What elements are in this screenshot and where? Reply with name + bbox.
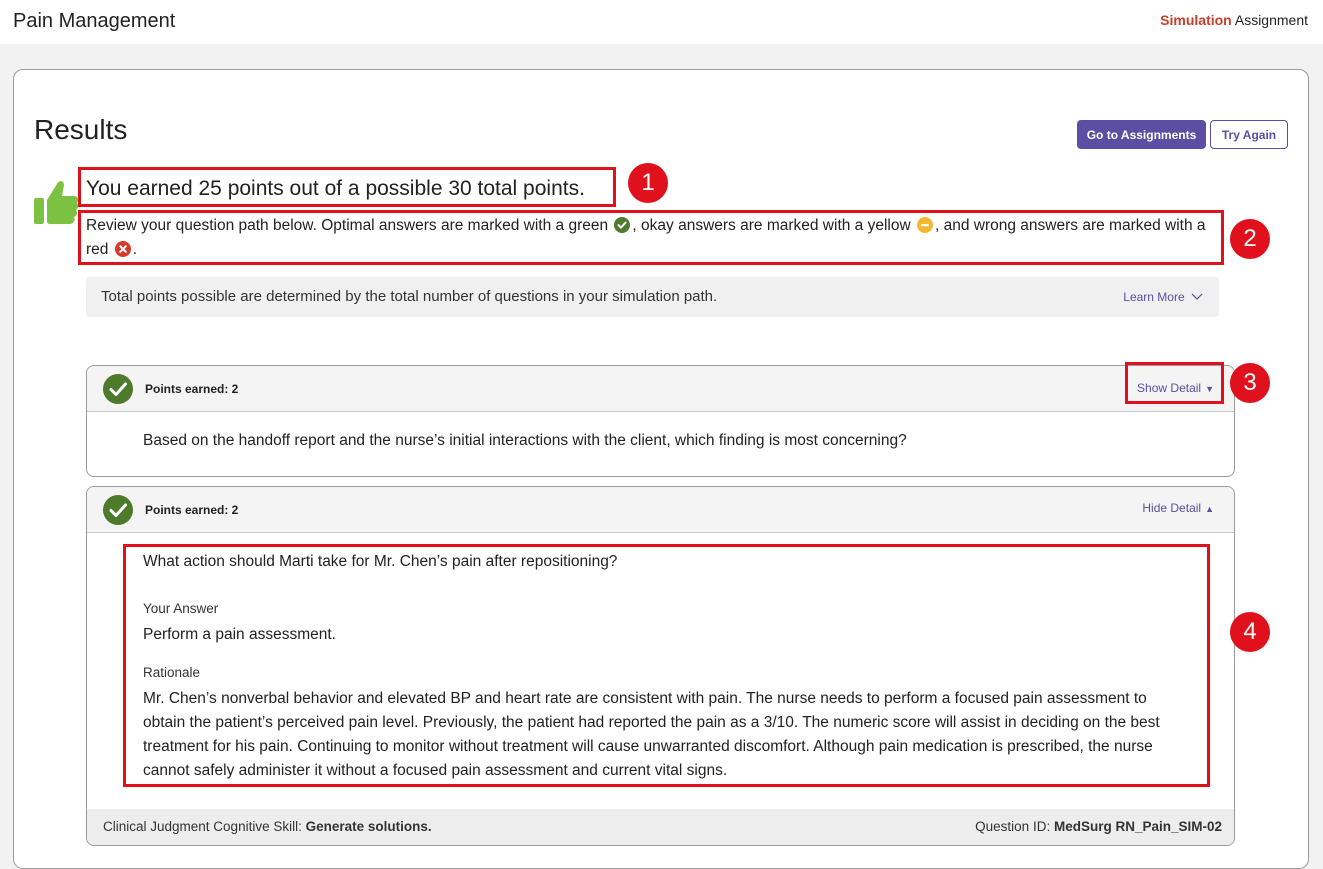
annotation-marker-4: 4 (1230, 612, 1270, 652)
rationale-label: Rationale (143, 665, 201, 680)
instructions-text-4: . (132, 241, 138, 258)
question-card (86, 365, 1235, 477)
question-text: What action should Marti take for Mr. Chen’s pain after repositioning? (143, 553, 618, 570)
annotation-marker-1: 1 (628, 163, 668, 203)
question-id-value: MedSurg RN_Pain_SIM-02 (1053, 819, 1222, 834)
instructions-text-2: , okay answers are marked with a yellow (632, 217, 911, 234)
instructions-text-1: Review your question path below. Optimal answers are marked with a green (86, 217, 609, 234)
go-to-assignments-button[interactable]: Go to Assignments (1077, 120, 1206, 149)
caret-down-icon: ▼ (1205, 384, 1214, 394)
your-answer-value: Perform a pain assessment. (143, 626, 336, 643)
show-detail-label: Show Detail (1137, 381, 1202, 395)
page-title: Results (34, 114, 128, 145)
try-again-button[interactable]: Try Again (1210, 120, 1288, 149)
annotation-marker-3: 3 (1230, 363, 1270, 403)
check-circle-icon (614, 217, 630, 233)
hide-detail-label: Hide Detail (1142, 501, 1202, 515)
points-earned-label: Points earned: 2 (145, 503, 239, 517)
rationale-text: Mr. Chen’s nonverbal behavior and elevated BP and heart rate are consistent with pain. The nurse needs to perform a focused pain assessment to obtain the patient’s perceived pain level. Previously, the patient had reported the pain as a 3/10. The numeric score will assist in deciding on the best treatment for his pain. Continuing to monitor without treatment will cause unwarranted discomfort. Although pain medication is prescribed, the nurse cannot safely administer it without a focused pain assessment and current vital signs. (143, 690, 1160, 779)
question-text: Based on the handoff report and the nurse’s initial interactions with the client, which finding is most concerning? (143, 432, 907, 449)
hide-detail-toggle[interactable] (1142, 501, 1214, 515)
learn-more-label: Learn More (1123, 290, 1185, 304)
show-detail-toggle[interactable] (1137, 381, 1214, 395)
chevron-down-icon (1191, 293, 1203, 301)
minus-circle-icon (917, 217, 933, 233)
question-card (86, 486, 1235, 846)
check-circle-icon (103, 374, 133, 404)
thumbs-up-icon (32, 176, 80, 226)
learn-more-link[interactable] (1123, 290, 1203, 304)
caret-up-icon: ▲ (1205, 504, 1214, 514)
question-id-label: Question ID: (975, 819, 1054, 834)
question-card-header (87, 487, 1234, 533)
points-earned-label: Points earned: 2 (145, 382, 239, 396)
check-circle-icon (103, 495, 133, 525)
top-bar (0, 0, 1323, 44)
your-answer-label: Your Answer (143, 601, 219, 616)
simulation-accent: Simulation (1160, 12, 1232, 28)
annotation-marker-2: 2 (1230, 219, 1270, 259)
question-footer (87, 809, 1234, 845)
legend-instructions (86, 214, 1221, 262)
instructions-text-3: , and wrong answers are marked with a red (86, 217, 1206, 258)
cognitive-skill-label: Clinical Judgment Cognitive Skill: (103, 819, 306, 834)
points-info-bar (86, 277, 1219, 317)
x-circle-icon (115, 241, 131, 257)
assignment-type-label (1160, 12, 1308, 28)
question-card-header (87, 366, 1234, 412)
points-info-text: Total points possible are determined by the total number of questions in your simulation path. (101, 288, 718, 305)
app-title: Pain Management (13, 10, 176, 32)
cognitive-skill-value: Generate solutions. (305, 819, 432, 834)
assignment-word: Assignment (1231, 12, 1308, 28)
question-id (975, 819, 1222, 834)
score-summary: You earned 25 points out of a possible 30 total points. (86, 177, 585, 200)
cognitive-skill (103, 819, 432, 834)
